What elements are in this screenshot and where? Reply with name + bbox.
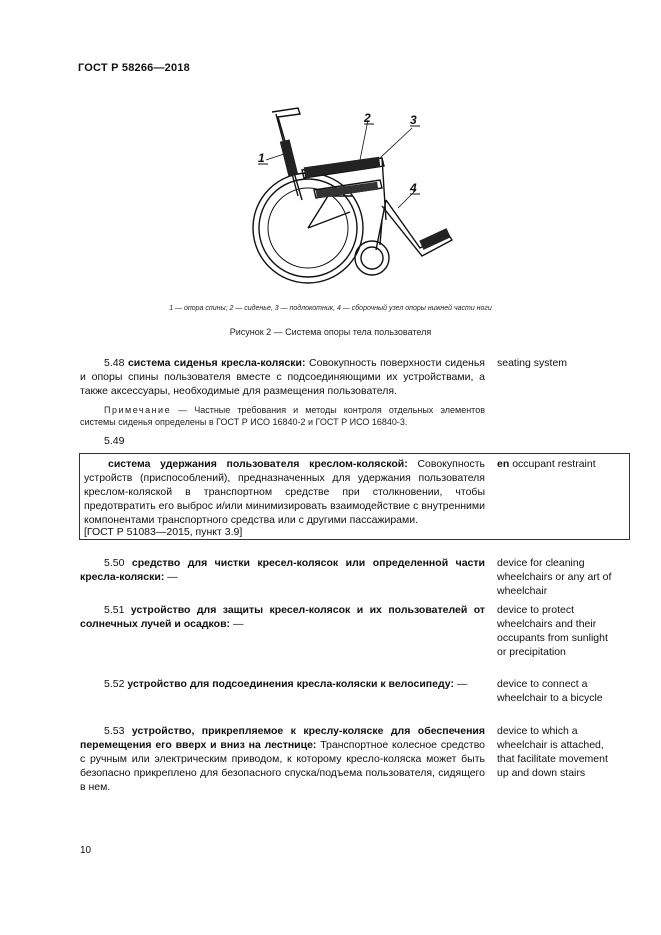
entry-definition: Совокупность устройств (приспособлений), предназначенных для удержания пользователя креслом-коляской в транспортном средстве при столкновении, чтобы предотвратить его выброс и/или минимизировать взаимодействие с внутренними компонентами транспортного средства или с другими пассажирами. [84, 458, 485, 526]
entry-5-51 [80, 603, 485, 631]
english-5-53: device to which a wheelchair is attached, that facilitate movement up and down stairs [497, 725, 608, 779]
entry-number: 5.50 [104, 557, 125, 569]
entry-definition: Совокупность поверхности сиденья и опоры спины пользователя вместе с подсоединяющими их устройствами, а также аксессуары, необходимые для размещения пользователя. [80, 357, 485, 397]
entry-number: 5.51 [104, 604, 125, 616]
callout-4: 4 [410, 181, 417, 195]
entry-5-49 [84, 457, 485, 527]
english-5-48: seating system [497, 357, 568, 369]
english-5-49 [497, 457, 617, 471]
entry-definition: — [167, 571, 178, 583]
entry-number: 5.48 [104, 357, 125, 369]
document-header: ГОСТ Р 58266—2018 [78, 62, 190, 74]
entry-term: устройство, прикрепляемое к креслу-коляске для обеспечения перемещения его вверх и вниз на лестнице: [80, 725, 486, 751]
entry-5-52 [80, 677, 485, 691]
entry-definition: Транспортное колесное средство с ручным или электрическим приводом, к которому кресло-коляска может быть безопасно прикреплено для безопасного спуска/подъема пользователя, сидящего в нем. [80, 739, 485, 793]
english-term: occupant restraint [512, 458, 596, 470]
lang-code: en [497, 458, 510, 470]
note-text: — Частные требования и методы контроля отдельных элементов системы сиденья определены в ГОСТ Р ИСО 16840-2 и ГОСТ Р ИСО 16840-3. [80, 405, 485, 427]
entry-term: система удержания пользователя креслом-коляской: [108, 458, 408, 470]
entry-term: устройство для подсоединения кресла-коляски к велосипеду: [127, 678, 454, 690]
entry-term: средство для чистки кресел-колясок или определенной части кресла-коляски: [80, 557, 485, 583]
entry-number: 5.52 [104, 678, 125, 690]
callout-3: 3 [410, 113, 417, 127]
english-5-51: device to protect wheelchairs and their occupants from sunlight or precipitation [497, 604, 608, 658]
wheelchair-figure [240, 100, 460, 295]
figure-caption: Рисунок 2 — Система опоры тела пользователя [229, 327, 432, 337]
entry-term: устройство для защиты кресел-колясок и их пользователей от солнечных лучей и осадков: [80, 604, 486, 630]
entry-definition: — [456, 678, 468, 690]
figure-legend: 1 — опора спины; 2 — сиденье, 3 — подлокотник, 4 — сборочный узел опоры нижней части ноги [169, 305, 492, 312]
callout-1: 1 [258, 151, 265, 165]
entry-5-50 [80, 556, 485, 584]
entry-5-53 [80, 724, 485, 794]
entry-definition: — [232, 618, 244, 630]
entry-term: система сиденья кресла-коляски: [127, 357, 306, 369]
english-5-52: device to connect a wheelchair to a bicycle [497, 678, 603, 704]
callout-2: 2 [364, 111, 371, 125]
english-5-50: device for cleaning wheelchairs or any art of wheelchair [497, 557, 612, 597]
entry-reference: [ГОСТ Р 51083—2015, пункт 3.9] [84, 526, 243, 538]
entry-number-5-49: 5.49 [104, 435, 125, 447]
page-number: 10 [80, 845, 92, 856]
entry-5-48 [80, 356, 485, 398]
entry-number: 5.53 [104, 725, 125, 737]
note-5-48 [80, 404, 485, 428]
note-label: Примечание [104, 405, 172, 415]
